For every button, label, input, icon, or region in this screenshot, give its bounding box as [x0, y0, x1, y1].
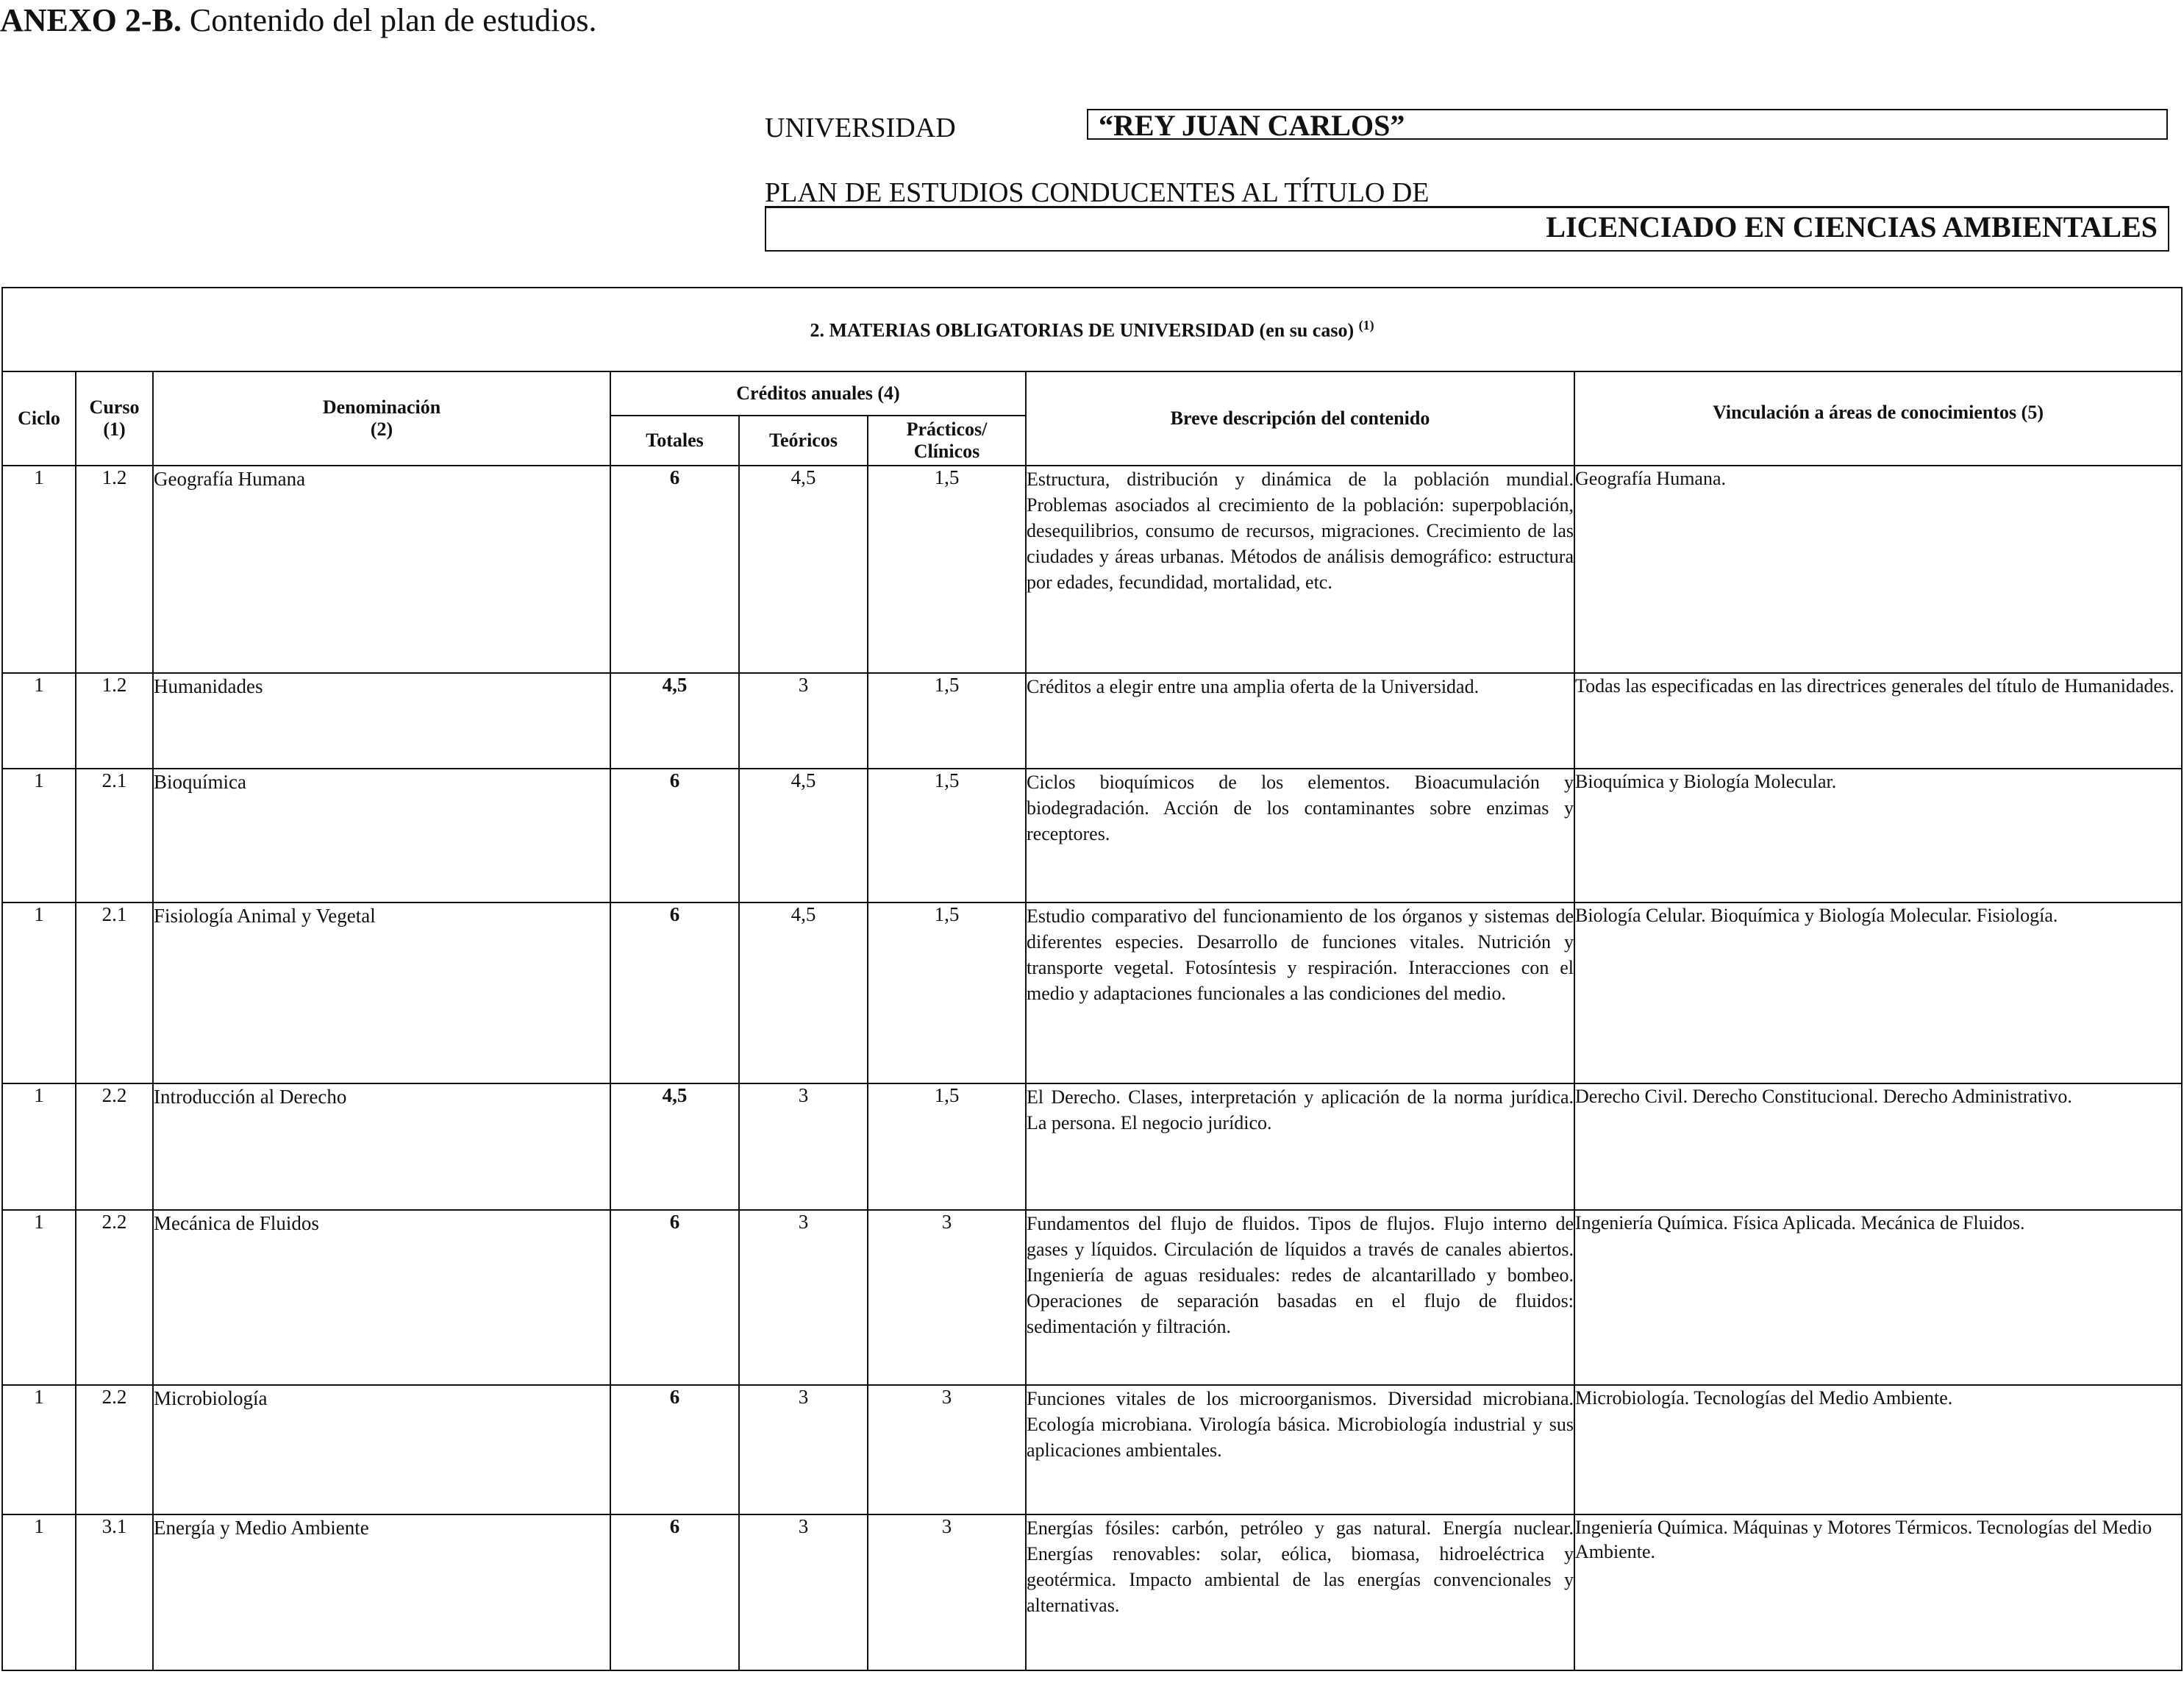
cell-ciclo: 1: [2, 1210, 76, 1385]
cell-practicos: 1,5: [868, 1083, 1026, 1210]
table-title-text: 2. MATERIAS OBLIGATORIAS DE UNIVERSIDAD (en su caso): [810, 319, 1355, 341]
cell-practicos: 3: [868, 1210, 1026, 1385]
cell-vinculacion: Ingeniería Química. Física Aplicada. Mecánica de Fluidos.: [1574, 1210, 2182, 1385]
header-curso-label: Curso: [89, 396, 140, 418]
cell-practicos: 1,5: [868, 903, 1026, 1083]
cell-denominacion: Bioquímica: [153, 769, 610, 903]
table-row: [2, 769, 2182, 903]
header-curso: [76, 371, 153, 466]
cell-vinculacion: Geografía Humana.: [1574, 466, 2182, 673]
cell-totales: 6: [610, 769, 739, 903]
table-row: [2, 903, 2182, 1083]
cell-practicos: 3: [868, 1385, 1026, 1514]
cell-ciclo: 1: [2, 1385, 76, 1514]
cell-vinculacion: Todas las especificadas en las directrices generales del título de Humanidades.: [1574, 673, 2182, 769]
cell-descripcion: Estructura, distribución y dinámica de la población mundial. Problemas asociados al crecimiento de la población: superpoblación, desequilibrios, consumo de recursos, migraciones. Crecimiento de las ciudades y áreas urbanas. Métodos de análisis demográfico: estructura por edades, fecundidad, mortalidad, etc.: [1026, 466, 1574, 673]
table-row: [2, 1083, 2182, 1210]
cell-teoricos: 3: [739, 1385, 868, 1514]
cell-denominacion: Introducción al Derecho: [153, 1083, 610, 1210]
cell-totales: 4,5: [610, 1083, 739, 1210]
header-clinicos-label: Clínicos: [913, 441, 980, 462]
table-row: [2, 1210, 2182, 1385]
header-descripcion: [1026, 371, 1574, 466]
cell-teoricos: 4,5: [739, 769, 868, 903]
table-row: [2, 1385, 2182, 1514]
cell-descripcion: Estudio comparativo del funcionamiento de los órganos y sistemas de diferentes especies. Desarrollo de funciones vitales. Nutrición y transporte vegetal. Fotosíntesis y respiración. Interacciones con el medio y adaptaciones funcionales a las condiciones del medio.: [1026, 903, 1574, 1083]
header-ciclo-label: Ciclo: [18, 407, 60, 429]
header-creditos-label: Créditos anuales (4): [736, 382, 900, 404]
university-label: UNIVERSIDAD: [765, 113, 956, 143]
cell-descripcion: Funciones vitales de los microorganismos. Diversidad microbiana. Ecología microbiana. Virología básica. Microbiología industrial y sus aplicaciones ambientales.: [1026, 1385, 1574, 1514]
cell-vinculacion: Microbiología. Tecnologías del Medio Ambiente.: [1574, 1385, 2182, 1514]
annex-description: Contenido del plan de estudios.: [181, 2, 597, 38]
header-teoricos-label: Teóricos: [769, 430, 838, 451]
cell-practicos: 3: [868, 1514, 1026, 1670]
cell-descripcion: El Derecho. Clases, interpretación y aplicación de la norma jurídica. La persona. El negocio jurídico.: [1026, 1083, 1574, 1210]
table-row: [2, 673, 2182, 769]
cell-curso: 2.2: [76, 1385, 153, 1514]
header-totales: [610, 416, 739, 466]
cell-curso: 1.2: [76, 466, 153, 673]
cell-curso: 1.2: [76, 673, 153, 769]
cell-ciclo: 1: [2, 1083, 76, 1210]
cell-ciclo: 1: [2, 466, 76, 673]
header-practicos: [868, 416, 1026, 466]
cell-teoricos: 3: [739, 673, 868, 769]
cell-totales: 6: [610, 1210, 739, 1385]
header-vinculacion: [1574, 371, 2182, 466]
cell-curso: 2.1: [76, 769, 153, 903]
university-value: “REY JUAN CARLOS”: [1087, 109, 2168, 140]
cell-ciclo: 1: [2, 903, 76, 1083]
cell-descripcion: Ciclos bioquímicos de los elementos. Bioacumulación y biodegradación. Acción de los contaminantes sobre enzimas y receptores.: [1026, 769, 1574, 903]
cell-curso: 2.2: [76, 1083, 153, 1210]
annex-label: ANEXO 2-B.: [0, 2, 182, 38]
degree-title: LICENCIADO EN CIENCIAS AMBIENTALES: [765, 206, 2169, 252]
cell-totales: 6: [610, 1514, 739, 1670]
cell-curso: 2.2: [76, 1210, 153, 1385]
cell-descripcion: Energías fósiles: carbón, petróleo y gas natural. Energía nuclear. Energías renovables: solar, eólica, biomasa, hidroeléctrica y geotérmica. Impacto ambiental de las energías convencionales y alternativas.: [1026, 1514, 1574, 1670]
cell-totales: 6: [610, 1385, 739, 1514]
cell-denominacion: Energía y Medio Ambiente: [153, 1514, 610, 1670]
cell-curso: 2.1: [76, 903, 153, 1083]
header-ciclo: [2, 371, 76, 466]
cell-practicos: 1,5: [868, 466, 1026, 673]
table-row: [2, 1514, 2182, 1670]
cell-teoricos: 4,5: [739, 903, 868, 1083]
header-creditos: [610, 371, 1026, 416]
cell-teoricos: 4,5: [739, 466, 868, 673]
header-descripcion-label: Breve descripción del contenido: [1170, 407, 1430, 429]
cell-denominacion: Humanidades: [153, 673, 610, 769]
header-denominacion-note: (2): [370, 419, 393, 440]
header-denominacion: [153, 371, 610, 466]
cell-curso: 3.1: [76, 1514, 153, 1670]
table-title-note: (1): [1358, 317, 1374, 332]
annex-heading: [0, 0, 597, 41]
header-teoricos: [739, 416, 868, 466]
header-totales-label: Totales: [646, 430, 704, 451]
cell-practicos: 1,5: [868, 673, 1026, 769]
cell-totales: 4,5: [610, 673, 739, 769]
cell-vinculacion: Bioquímica y Biología Molecular.: [1574, 769, 2182, 903]
cell-denominacion: Fisiología Animal y Vegetal: [153, 903, 610, 1083]
cell-vinculacion: Derecho Civil. Derecho Constitucional. Derecho Administrativo.: [1574, 1083, 2182, 1210]
table-row: [2, 466, 2182, 673]
plan-label: PLAN DE ESTUDIOS CONDUCENTES AL TÍTULO DE: [765, 177, 1430, 208]
cell-teoricos: 3: [739, 1514, 868, 1670]
cell-teoricos: 3: [739, 1083, 868, 1210]
cell-totales: 6: [610, 903, 739, 1083]
cell-descripcion: Fundamentos del flujo de fluidos. Tipos de flujos. Flujo interno de gases y líquidos. Circulación de líquidos a través de canales abiertos. Ingeniería de aguas residuales: redes de alcantarillado y bombeo. Operaciones de separación basadas en el flujo de fluidos: sedimentación y filtración.: [1026, 1210, 1574, 1385]
table-title: [2, 288, 2182, 371]
cell-totales: 6: [610, 466, 739, 673]
cell-teoricos: 3: [739, 1210, 868, 1385]
cell-denominacion: Mecánica de Fluidos: [153, 1210, 610, 1385]
cell-ciclo: 1: [2, 1514, 76, 1670]
cell-ciclo: 1: [2, 673, 76, 769]
header-practicos-label: Prácticos/: [906, 419, 988, 440]
cell-ciclo: 1: [2, 769, 76, 903]
cell-denominacion: Geografía Humana: [153, 466, 610, 673]
cell-vinculacion: Ingeniería Química. Máquinas y Motores Térmicos. Tecnologías del Medio Ambiente.: [1574, 1514, 2182, 1670]
header-denominacion-label: Denominación: [322, 396, 441, 418]
cell-vinculacion: Biología Celular. Bioquímica y Biología Molecular. Fisiología.: [1574, 903, 2182, 1083]
cell-denominacion: Microbiología: [153, 1385, 610, 1514]
header-curso-note: (1): [103, 419, 126, 440]
cell-practicos: 1,5: [868, 769, 1026, 903]
cell-descripcion: Créditos a elegir entre una amplia oferta de la Universidad.: [1026, 673, 1574, 769]
header-vinculacion-label: Vinculación a áreas de conocimientos (5): [1713, 402, 2044, 423]
curriculum-table: [1, 287, 2183, 1671]
